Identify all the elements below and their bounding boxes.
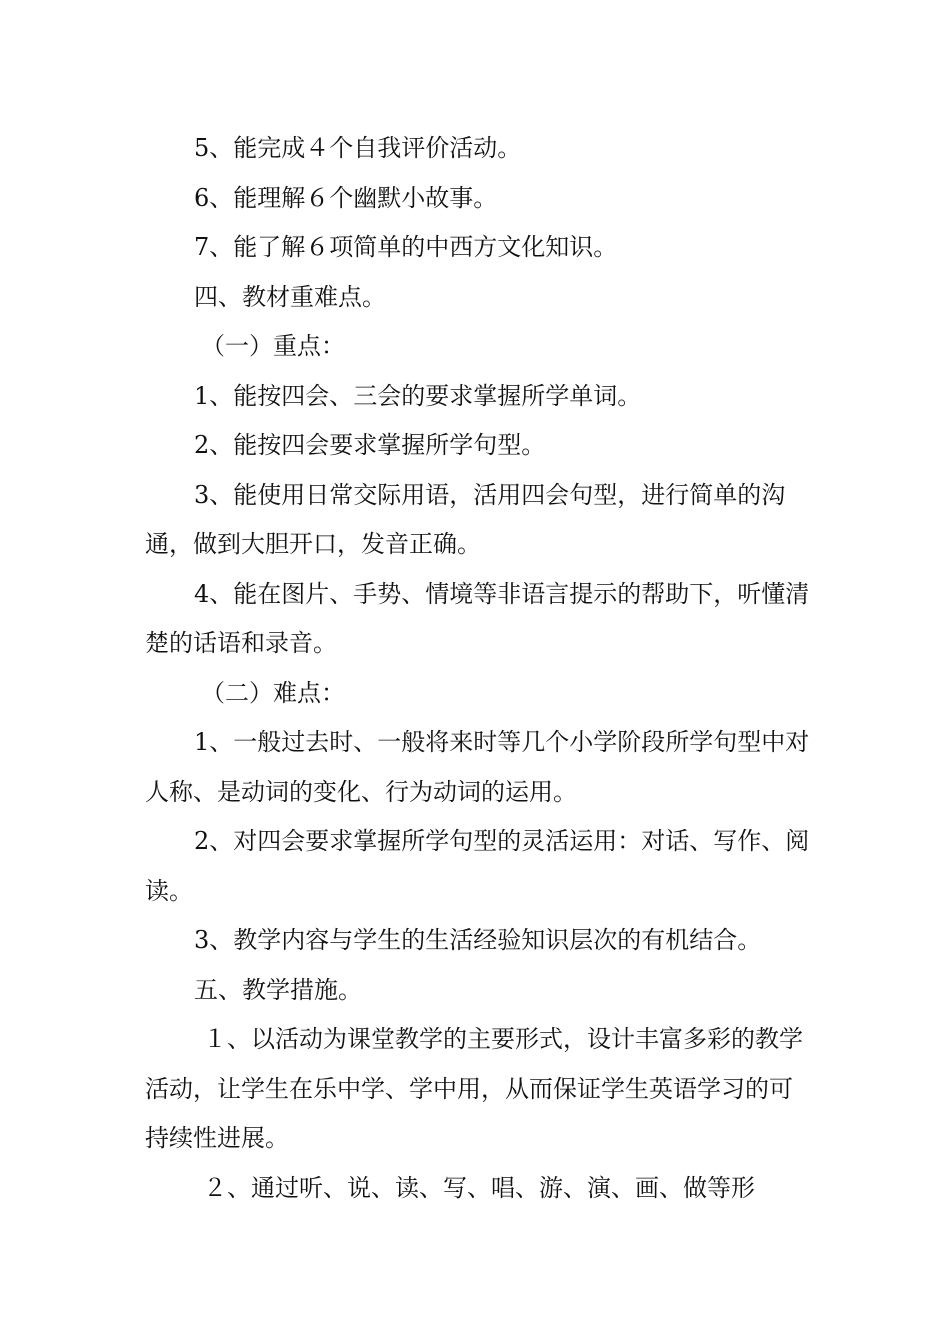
paragraph-measure-1: １、以活动为课堂教学的主要形式，设计丰富多彩的教学活动，让学生在乐中学、学中用，从而保证学生英语学习的可持续性进展。 — [145, 1025, 803, 1152]
paragraph-goal-6: 6、能理解６个幽默小故事。 — [194, 183, 498, 212]
paragraph-key-point-1: 1、能按四会、三会的要求掌握所学单词。 — [194, 381, 642, 410]
paragraph-difficult-point-1: 1、一般过去时、一般将来时等几个小学阶段所学句型中对人称、是动词的变化、行为动词的运用。 — [145, 728, 810, 806]
paragraph-key-point-3: 3、能使用日常交际用语，活用四会句型，进行简单的沟通，做到大胆开口，发音正确。 — [145, 480, 786, 558]
paragraph-key-point-2: 2、能按四会要求掌握所学句型。 — [194, 431, 546, 459]
paragraph-goal-5: 5、能完成４个自我评价活动。 — [194, 134, 522, 162]
paragraph-key-point-4: 4、能在图片、手势、情境等非语言提示的帮助下，听懂清楚的话语和录音。 — [145, 579, 810, 657]
paragraph-difficult-point-2: 2、对四会要求掌握所学句型的灵活运用：对话、写作、阅读。 — [145, 827, 810, 905]
paragraph-difficult-point-3: 3、教学内容与学生的生活经验知识层次的有机结合。 — [194, 926, 762, 954]
paragraph-goal-7: 7、能了解６项简单的中西方文化知识。 — [194, 233, 618, 261]
paragraph-measure-2: ２、通过听、说、读、写、唱、游、演、画、做等形 — [203, 1173, 755, 1202]
subheading-difficult-points: （二）难点： — [201, 678, 345, 707]
document-body — [145, 124, 810, 1213]
section-heading-key-difficult-points: 四、教材重难点。 — [194, 282, 386, 311]
section-heading-teaching-measures: 五、教学措施。 — [194, 975, 362, 1004]
subheading-key-points: （一）重点： — [201, 332, 345, 360]
